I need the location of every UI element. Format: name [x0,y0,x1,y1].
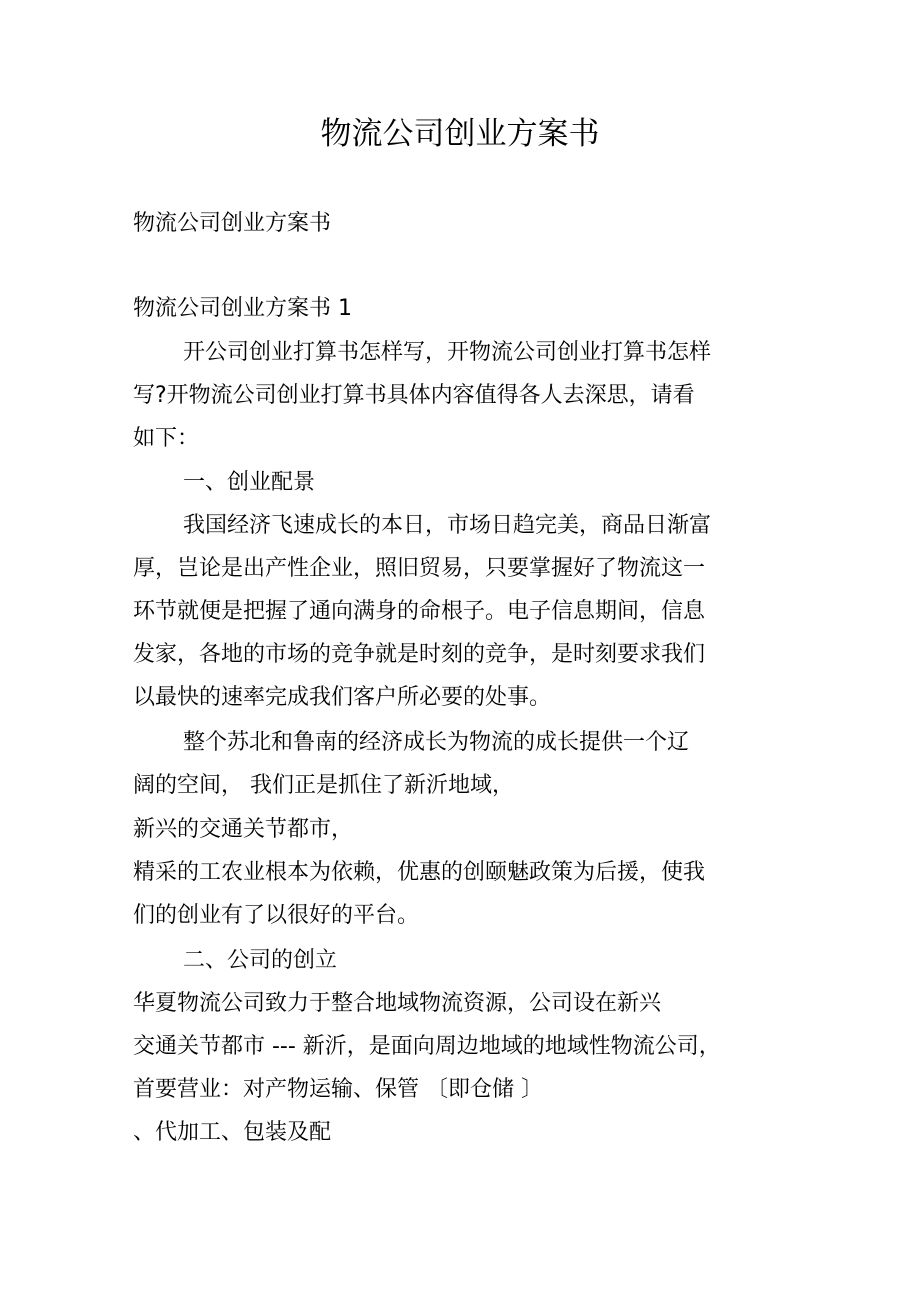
paragraph-line: 华夏物流公司致力于整合地域物流资源，公司设在新兴 [133,991,662,1016]
section-heading: 物流公司创业方案书 1 [133,296,352,321]
paragraph-line: 精采的工农业根本为依赖，优惠的创颐魅政策为后援，使我 [133,860,706,885]
document-subtitle: 物流公司创业方案书 [133,211,332,236]
section-heading-founding: 二、公司的创立 [183,948,338,973]
paragraph-line: 厚，岂论是出产性企业，照旧贸易，只要掌握好了物流这一 [133,556,706,581]
section-heading-background: 一、创业配景 [183,470,316,495]
paragraph-line: 开公司创业打算书怎样写，开物流公司创业打算书怎样 [183,340,712,365]
paragraph-line: 新兴的交通关节都市， [133,817,354,842]
document-title: 物流公司创业方案书 [320,116,600,152]
paragraph-line: 交通关节都市 --- 新沂，是面向周边地域的地域性物流公司， [133,1034,721,1059]
paragraph-line: 发家，各地的市场的竞争就是时刻的竞争，是时刻要求我们 [133,642,706,667]
paragraph-line: 写?开物流公司创业打算书具体内容值得各人去深思，请看 [133,383,695,408]
paragraph-line: 环节就便是把握了通向满身的命根子。电子信息期间，信息 [133,599,706,624]
paragraph-line: 如下： [133,426,200,451]
paragraph-line: 首要营业：对产物运输、保管 〔即仓储 〕 [133,1077,543,1102]
paragraph-line: 以最快的速率完成我们客户所必要的处事。 [133,685,552,710]
paragraph-line: 整个苏北和鲁南的经济成长为物流的成长提供一个辽 [183,730,690,755]
paragraph-line: 、代加工、包装及配 [133,1120,332,1145]
paragraph-line: 阔的空间， 我们正是抓住了新沂地域， [133,773,514,798]
paragraph-line: 们的创业有了以很好的平台。 [133,903,420,928]
paragraph-line: 我国经济飞速成长的本日，市场日趋完美，商品日渐富 [183,513,712,538]
